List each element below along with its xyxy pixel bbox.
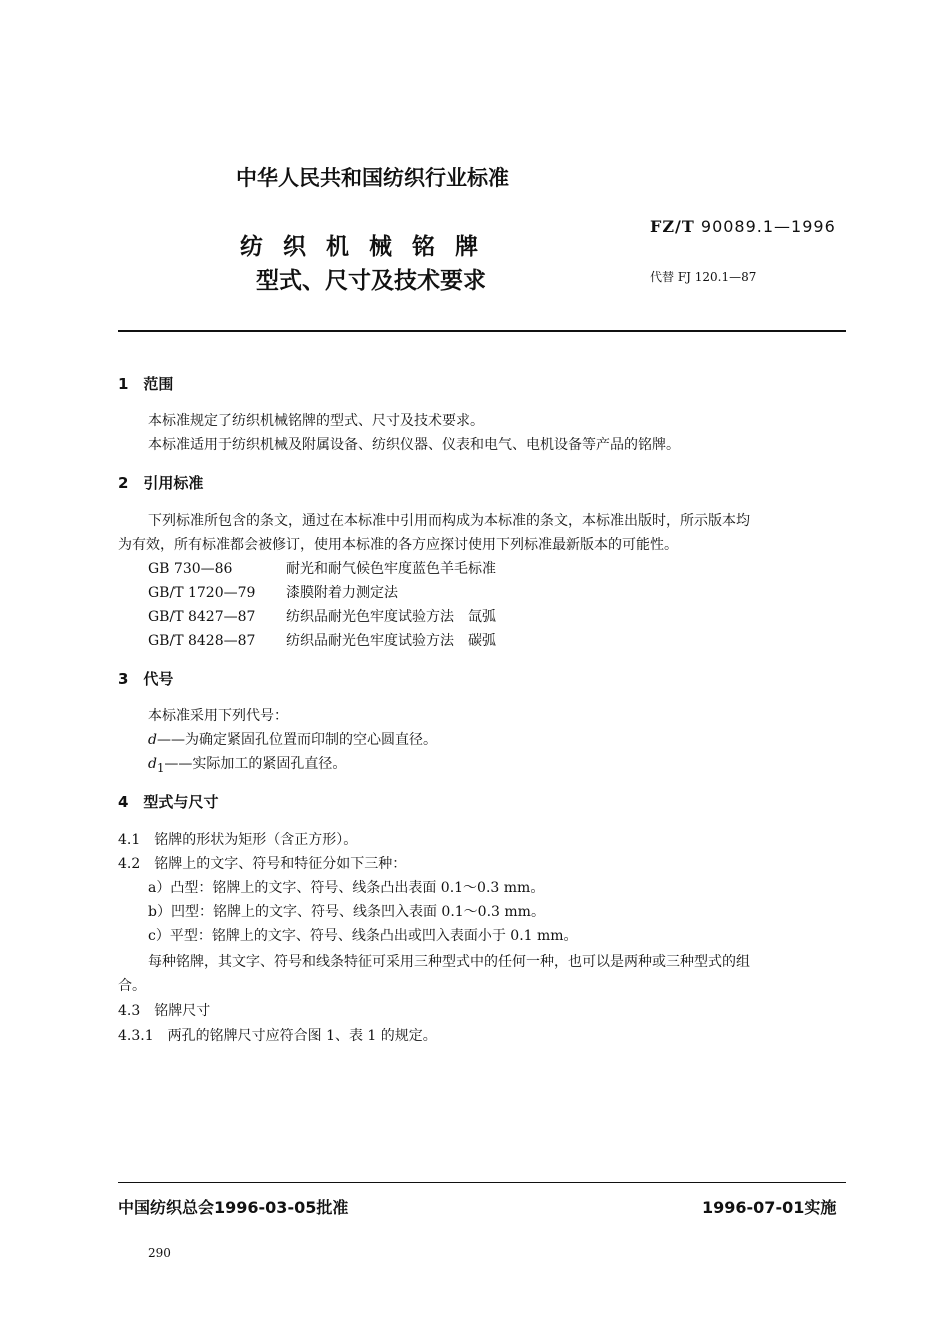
footer-divider <box>118 1182 846 1183</box>
approval-note: 中国纺织总会1996-03-05批准 <box>118 1198 349 1217</box>
section-3-intro: 本标准采用下列代号： <box>148 708 288 724</box>
clause-4-1: 4.1 铭牌的形状为矩形（含正方形）。 <box>118 832 358 848</box>
reference-title: 纺织品耐光色牢度试验方法 碳弧 <box>286 633 496 649</box>
note-line-1: 每种铭牌，其文字、符号和线条特征可采用三种型式中的任何一种，也可以是两种或三种型式的组 <box>148 954 750 970</box>
section-2-heading: 2 引用标准 <box>118 474 204 492</box>
symbol-d: d <box>148 732 157 748</box>
reference-code: GB/T 8427—87 <box>148 609 256 625</box>
item-b-intaglio: b）凹型：铭牌上的文字、符号、线条凹入表面 0.1～0.3 mm。 <box>148 904 545 920</box>
replaces-note: 代替 FJ 120.1—87 <box>650 270 757 284</box>
page-number: 290 <box>148 1246 171 1260</box>
reference-item <box>148 558 496 578</box>
symbol-d1-definition <box>148 753 346 775</box>
clause-4-2: 4.2 铭牌上的文字、符号和特征分如下三种： <box>118 856 407 872</box>
code-prefix: FZ/T <box>650 217 695 236</box>
reference-item <box>148 606 496 626</box>
section-2-para-line-2: 为有效，所有标准都会被修订，使用本标准的各方应探讨使用下列标准最新版本的可能性。 <box>118 537 678 553</box>
header-divider <box>118 330 846 332</box>
symbol-d-text: ——为确定紧固孔位置而印制的空心圆直径。 <box>156 732 437 748</box>
implementation-date: 1996-07-01实施 <box>702 1198 837 1217</box>
reference-code: GB/T 1720—79 <box>148 585 256 601</box>
reference-title: 耐光和耐气候色牢度蓝色羊毛标准 <box>286 561 496 577</box>
reference-code: GB 730—86 <box>148 561 233 577</box>
clause-4-3: 4.3 铭牌尺寸 <box>118 1003 211 1019</box>
clause-4-3-1: 4.3.1 两孔的铭牌尺寸应符合图 1、表 1 的规定。 <box>118 1028 437 1044</box>
item-a-relief: a）凸型：铭牌上的文字、符号、线条凸出表面 0.1～0.3 mm。 <box>148 880 545 896</box>
code-number: 90089.1—1996 <box>700 217 836 236</box>
title-line-1: 纺织机械铭牌 <box>240 234 498 260</box>
reference-title: 纺织品耐光色牢度试验方法 氙弧 <box>286 609 496 625</box>
standard-organization: 中华人民共和国纺织行业标准 <box>236 166 509 190</box>
symbol-d1-text: ——实际加工的紧固孔直径。 <box>164 756 347 772</box>
title-line-2: 型式、尺寸及技术要求 <box>256 268 486 294</box>
section-1-heading: 1 范围 <box>118 375 174 393</box>
reference-title: 漆膜附着力测定法 <box>286 585 398 601</box>
item-c-flat: c）平型：铭牌上的文字、符号、线条凸出或凹入表面小于 0.1 mm。 <box>148 928 578 944</box>
symbol-d1: d <box>148 756 157 772</box>
symbol-d-definition <box>148 729 437 749</box>
standard-code <box>650 217 836 236</box>
note-line-2: 合。 <box>118 978 146 994</box>
reference-item <box>148 630 496 650</box>
section-3-heading: 3 代号 <box>118 670 174 688</box>
symbol-d1-subscript: 1 <box>156 760 165 775</box>
section-4-heading: 4 型式与尺寸 <box>118 793 219 811</box>
section-2-para-line-1: 下列标准所包含的条文，通过在本标准中引用而构成为本标准的条文，本标准出版时，所示版本均 <box>148 513 750 529</box>
reference-code: GB/T 8428—87 <box>148 633 256 649</box>
reference-item <box>148 582 398 602</box>
section-1-para-2: 本标准适用于纺织机械及附属设备、纺织仪器、仪表和电气、电机设备等产品的铭牌。 <box>148 437 680 453</box>
section-1-para-1: 本标准规定了纺织机械铭牌的型式、尺寸及技术要求。 <box>148 413 484 429</box>
